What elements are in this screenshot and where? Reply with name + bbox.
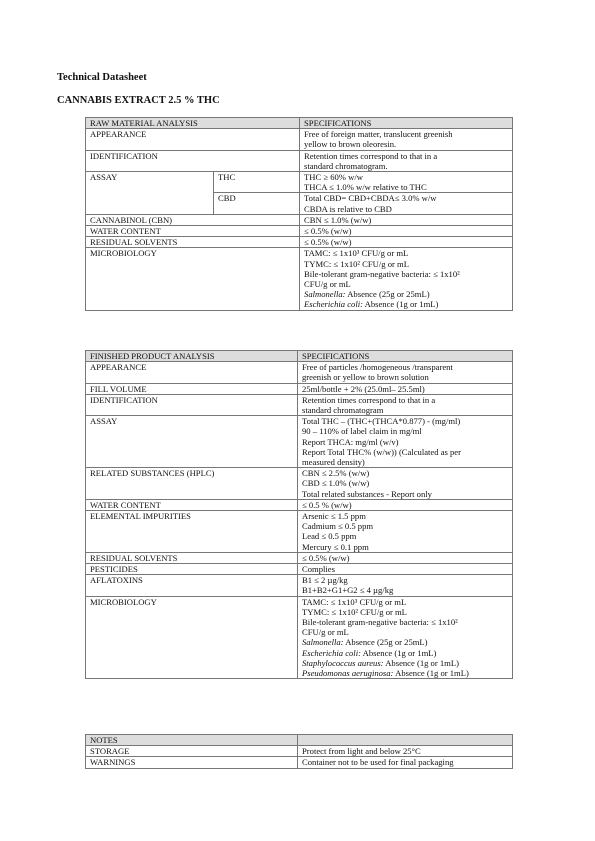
- test-name: ASSAY: [86, 416, 298, 468]
- test-name: RESIDUAL SOLVENTS: [86, 237, 300, 248]
- table-row: [86, 564, 513, 575]
- column-header: SPECIFICATIONS: [298, 351, 513, 362]
- specification: Complies: [298, 564, 513, 575]
- specification: ≤ 0.5 % (w/w): [298, 499, 513, 510]
- column-header: FINISHED PRODUCT ANALYSIS: [86, 351, 298, 362]
- table-row: [86, 226, 513, 237]
- specification: CBN ≤ 1.0% (w/w): [300, 214, 513, 225]
- specification: B1 ≤ 2 µg/kg B1+B2+G1+G2 ≤ 4 µg/kg: [298, 575, 513, 596]
- specification: TAMC: ≤ 1x10³ CFU/g or mL TYMC: ≤ 1x10² CFU/g or mL Bile-tolerant gram-negative bacteria: ≤ 1x10² CFU/g or mL Salmonella: Absence (25g or 25mL) Escherichia coli: Absence (1g or 1mL): [300, 248, 513, 310]
- test-name: APPEARANCE: [86, 362, 298, 383]
- specification: CBN ≤ 2.5% (w/w) CBD ≤ 1.0% (w/w) Total related substances - Report only: [298, 468, 513, 500]
- specification: 25ml/bottle + 2% (25.0ml– 25.5ml): [298, 383, 513, 394]
- test-name: MICROBIOLOGY: [86, 248, 300, 310]
- table-row: [86, 757, 513, 768]
- table-header-row: [86, 351, 513, 362]
- table-row: [86, 468, 513, 500]
- specification: Free of particles /homogeneous /transparent greenish or yellow to brown solution: [298, 362, 513, 383]
- specification: Free of foreign matter, translucent greenish yellow to brown oleoresin.: [300, 129, 513, 150]
- table-row: [86, 383, 513, 394]
- specification: THC ≥ 60% w/w THCA ≤ 1.0% w/w relative to THC: [300, 172, 513, 193]
- table-row: [86, 150, 513, 171]
- test-name: ASSAY: [86, 172, 214, 215]
- test-name: FILL VOLUME: [86, 383, 298, 394]
- specification: Arsenic ≤ 1.5 ppm Cadmium ≤ 0.5 ppm Lead ≤ 0.5 ppm Mercury ≤ 0.1 ppm: [298, 511, 513, 553]
- test-name: CANNABINOL (CBN): [86, 214, 300, 225]
- specification: ≤ 0.5% (w/w): [300, 237, 513, 248]
- test-name: MICROBIOLOGY: [86, 596, 298, 679]
- table-row: [86, 362, 513, 383]
- specification: Total CBD= CBD+CBDA≤ 3.0% w/w CBDA is relative to CBD: [300, 193, 513, 214]
- table-row: [86, 248, 513, 310]
- page-title: Technical Datasheet: [57, 72, 147, 83]
- specification: Retention times correspond to that in a standard chromatogram.: [300, 150, 513, 171]
- table-row: [86, 172, 513, 193]
- sub-test-name: CBD: [214, 193, 300, 214]
- test-name: AFLATOXINS: [86, 575, 298, 596]
- test-name: IDENTIFICATION: [86, 394, 298, 415]
- test-name: IDENTIFICATION: [86, 150, 300, 171]
- note-value: Container not to be used for final packaging: [298, 757, 513, 768]
- table-row: [86, 394, 513, 415]
- table-row: [86, 416, 513, 468]
- table-row: [86, 552, 513, 563]
- table-row: [86, 214, 513, 225]
- test-name: WATER CONTENT: [86, 499, 298, 510]
- column-header: RAW MATERIAL ANALYSIS: [86, 118, 300, 129]
- specification: Retention times correspond to that in a standard chromatogram: [298, 394, 513, 415]
- test-name: RELATED SUBSTANCES (HPLC): [86, 468, 298, 500]
- table-row: [86, 746, 513, 757]
- table-header-row: [86, 118, 513, 129]
- table-row: [86, 499, 513, 510]
- test-name: WATER CONTENT: [86, 226, 300, 237]
- specification: ≤ 0.5% (w/w): [300, 226, 513, 237]
- product-title: CANNABIS EXTRACT 2.5 % THC: [57, 95, 220, 106]
- sub-test-name: THC: [214, 172, 300, 193]
- column-header: NOTES: [86, 735, 298, 746]
- notes-table: [85, 734, 513, 769]
- table-row: [86, 237, 513, 248]
- raw-material-table: [85, 117, 513, 311]
- test-name: APPEARANCE: [86, 129, 300, 150]
- table-row: [86, 575, 513, 596]
- specification: TAMC: ≤ 1x10³ CFU/g or mL TYMC: ≤ 1x10² CFU/g or mL Bile-tolerant gram-negative bacteria: ≤ 1x10² CFU/g or mL Salmonella: Absence (25g or 25mL) Escherichia coli: Absence (1g or 1mL) Staphylococcus aureus: Absence (1g or 1mL) Pseudomonas aeruginosa: Absence (1g or 1mL): [298, 596, 513, 679]
- table-row: [86, 596, 513, 679]
- table-row: [86, 129, 513, 150]
- test-name: ELEMENTAL IMPURITIES: [86, 511, 298, 553]
- table-header-row: [86, 735, 513, 746]
- specification: ≤ 0.5% (w/w): [298, 552, 513, 563]
- test-name: RESIDUAL SOLVENTS: [86, 552, 298, 563]
- table-row: [86, 511, 513, 553]
- note-value: Protect from light and below 25°C: [298, 746, 513, 757]
- specification: Total THC – (THC+(THCA*0.877) - (mg/ml) 90 – 110% of label claim in mg/ml Report THCA: mg/ml (w/v) Report Total THC% (w/w)) (Calculated as per measured density): [298, 416, 513, 468]
- column-header-empty: [298, 735, 513, 746]
- finished-product-table: [85, 350, 513, 679]
- column-header: SPECIFICATIONS: [300, 118, 513, 129]
- note-label: STORAGE: [86, 746, 298, 757]
- test-name: PESTICIDES: [86, 564, 298, 575]
- note-label: WARNINGS: [86, 757, 298, 768]
